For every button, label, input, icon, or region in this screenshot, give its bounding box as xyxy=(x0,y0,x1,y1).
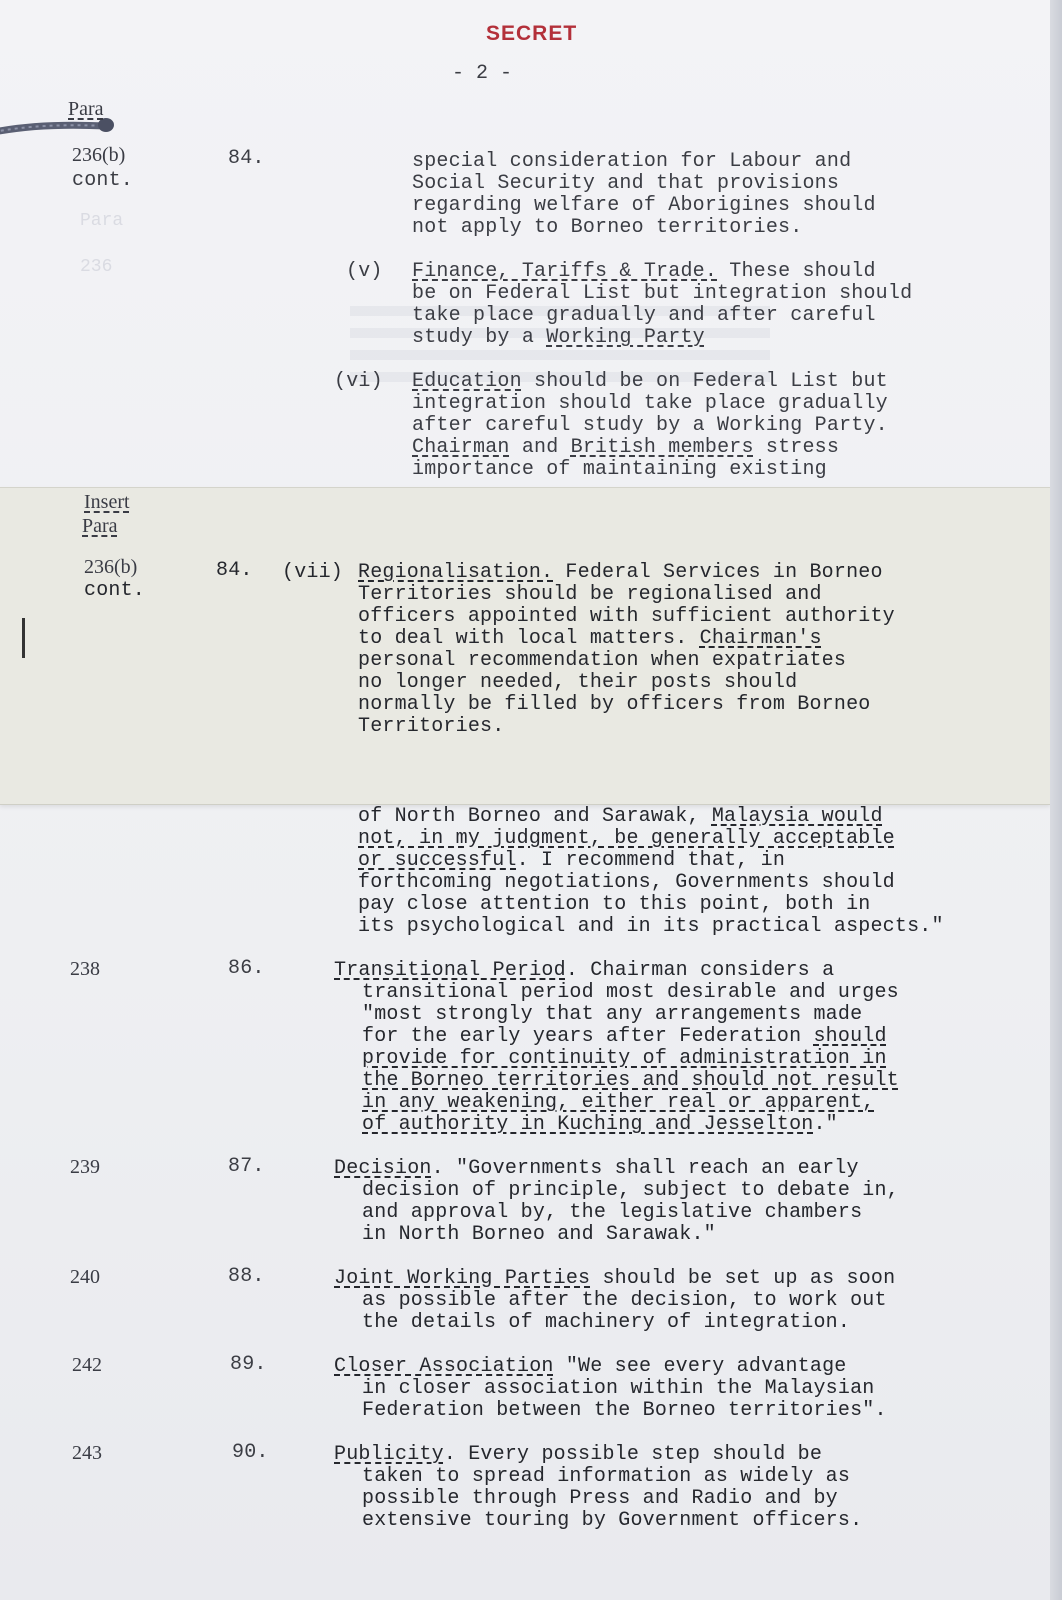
underlined-text: or successful xyxy=(358,849,517,872)
underlined-text: provide for continuity of administration in xyxy=(362,1047,887,1070)
item-heading: Transitional Period xyxy=(334,959,566,982)
item-heading: Decision xyxy=(334,1157,432,1180)
item-heading: Regionalisation. xyxy=(358,561,554,584)
insert-heading: Insert xyxy=(84,491,130,513)
text-line xyxy=(412,327,705,349)
insert-slip xyxy=(0,487,1050,805)
underlined-text: Malaysia would xyxy=(711,805,883,828)
item-number: 87. xyxy=(228,1155,265,1178)
text-line: taken to spread information as widely as xyxy=(362,1465,851,1488)
item-heading: Joint Working Parties xyxy=(334,1267,591,1290)
text-run: stress xyxy=(753,436,840,459)
text-line xyxy=(334,1444,822,1466)
text-line xyxy=(334,1356,847,1378)
text-line: as possible after the decision, to work out xyxy=(362,1289,887,1312)
bleed-through-text: Para xyxy=(80,211,124,231)
para-ref: 236(b) xyxy=(72,144,126,166)
text-line: "most strongly that any arrangements made xyxy=(362,1003,863,1026)
underlined-text: in any weakening, either real or apparent, xyxy=(362,1091,875,1114)
text-run: should be set up as soon xyxy=(590,1267,896,1290)
text-line xyxy=(358,806,883,828)
item-number: 88. xyxy=(228,1265,265,1288)
text-line: not apply to Borneo territories. xyxy=(412,216,803,239)
para-column-heading: Para xyxy=(68,98,104,120)
text-line: normally be filled by officers from Borneo xyxy=(358,693,871,716)
text-run: Federal Services in Borneo xyxy=(553,561,883,584)
underlined-text: the Borneo territories and should not result xyxy=(362,1069,899,1092)
text-run: . "Governments shall reach an early xyxy=(431,1157,859,1180)
text-line: integration should take place gradually xyxy=(412,392,888,415)
underlined-text: Chairman xyxy=(412,436,510,459)
text-line: after careful study by a Working Party. xyxy=(412,414,888,437)
text-line: and approval by, the legislative chambers xyxy=(362,1201,863,1224)
item-marker: (v) xyxy=(346,260,383,283)
item-number: 90. xyxy=(232,1441,269,1464)
text-line: decision of principle, subject to debate in, xyxy=(362,1179,899,1202)
item-heading: Closer Association xyxy=(334,1355,554,1378)
item-number: 84. xyxy=(216,559,253,582)
text-line: forthcoming negotiations, Governments should xyxy=(358,871,895,894)
margin-mark xyxy=(22,618,25,658)
text-line: pay close attention to this point, both in xyxy=(358,893,871,916)
text-run: . Chairman considers a xyxy=(565,959,835,982)
text-run: should be on Federal List but xyxy=(521,370,888,393)
insert-heading: Para xyxy=(82,515,118,537)
underlined-text: Chairman's xyxy=(699,627,822,650)
item-number: 84. xyxy=(228,147,265,170)
text-line: transitional period most desirable and urges xyxy=(362,981,899,1004)
underlined-text: not, in my judgment, be generally acceptable xyxy=(358,827,895,850)
classification-label: SECRET xyxy=(486,22,578,45)
para-ref: 239 xyxy=(70,1156,100,1178)
page-edge xyxy=(1050,0,1062,1600)
text-line xyxy=(412,371,888,393)
item-marker: (vii) xyxy=(282,561,344,584)
text-line: Federation between the Borneo territories". xyxy=(362,1399,887,1422)
text-line: importance of maintaining existing xyxy=(412,458,827,481)
text-run: of North Borneo and Sarawak, xyxy=(358,805,712,828)
text-line: take place gradually and after careful xyxy=(412,304,876,327)
text-line: in closer association within the Malaysian xyxy=(362,1377,875,1400)
text-line xyxy=(334,1268,895,1290)
text-line: special consideration for Labour and xyxy=(412,150,852,173)
para-ref: 236(b) xyxy=(84,556,138,578)
para-ref: 238 xyxy=(70,958,100,980)
text-line: Social Security and that provisions xyxy=(412,172,840,195)
page-number: - 2 - xyxy=(452,62,513,85)
para-ref: 243 xyxy=(72,1442,102,1464)
text-run: "We see every advantage xyxy=(553,1355,847,1378)
para-ref: 242 xyxy=(72,1354,102,1376)
text-line: officers appointed with sufficient authority xyxy=(358,605,895,628)
text-line: extensive touring by Government officers. xyxy=(362,1509,863,1532)
bleed-through-text: 236 xyxy=(80,257,113,277)
text-line: Territories. xyxy=(358,715,505,738)
para-ref-cont: cont. xyxy=(72,169,134,192)
item-number: 89. xyxy=(230,1353,267,1376)
text-line: personal recommendation when expatriates xyxy=(358,649,847,672)
text-run: . Every possible step should be xyxy=(443,1443,823,1466)
text-line xyxy=(358,850,785,872)
text-line: in North Borneo and Sarawak." xyxy=(362,1223,716,1246)
text-run: These should xyxy=(717,260,876,283)
text-line: possible through Press and Radio and by xyxy=(362,1487,838,1510)
para-ref-cont: cont. xyxy=(84,579,146,602)
text-line xyxy=(334,960,834,982)
text-run: . I recommend that, in xyxy=(516,849,786,872)
item-heading: Finance, Tariffs & Trade. xyxy=(412,260,718,283)
text-line xyxy=(412,437,839,459)
item-number: 86. xyxy=(228,957,265,980)
underlined-text: of authority in Kuching and Jesselton xyxy=(362,1113,814,1136)
text-line xyxy=(334,1158,859,1180)
item-heading: Publicity xyxy=(334,1443,444,1466)
text-line xyxy=(362,1026,887,1048)
text-line: Territories should be regionalised and xyxy=(358,583,822,606)
text-run: for the early years after Federation xyxy=(362,1025,814,1048)
item-heading: Education xyxy=(412,370,522,393)
text-line: its psychological and in its practical aspects." xyxy=(358,915,944,938)
text-run: to deal with local matters. xyxy=(358,627,700,650)
text-line: the details of machinery of integration. xyxy=(362,1311,851,1334)
text-run: and xyxy=(509,436,571,459)
binding-string xyxy=(0,112,126,136)
text-line: regarding welfare of Aborigines should xyxy=(412,194,876,217)
item-marker: (vi) xyxy=(334,370,383,393)
underlined-text: should xyxy=(813,1025,887,1048)
text-line xyxy=(358,628,822,650)
text-line: no longer needed, their posts should xyxy=(358,671,798,694)
para-ref: 240 xyxy=(70,1266,100,1288)
underlined-text: Working Party xyxy=(546,326,705,349)
text-run: study by a xyxy=(412,326,547,349)
text-line xyxy=(412,261,876,283)
text-run: ." xyxy=(813,1113,838,1136)
text-line xyxy=(358,562,883,584)
text-line: be on Federal List but integration should xyxy=(412,282,913,305)
underlined-text: British members xyxy=(570,436,754,459)
text-line xyxy=(362,1114,838,1136)
